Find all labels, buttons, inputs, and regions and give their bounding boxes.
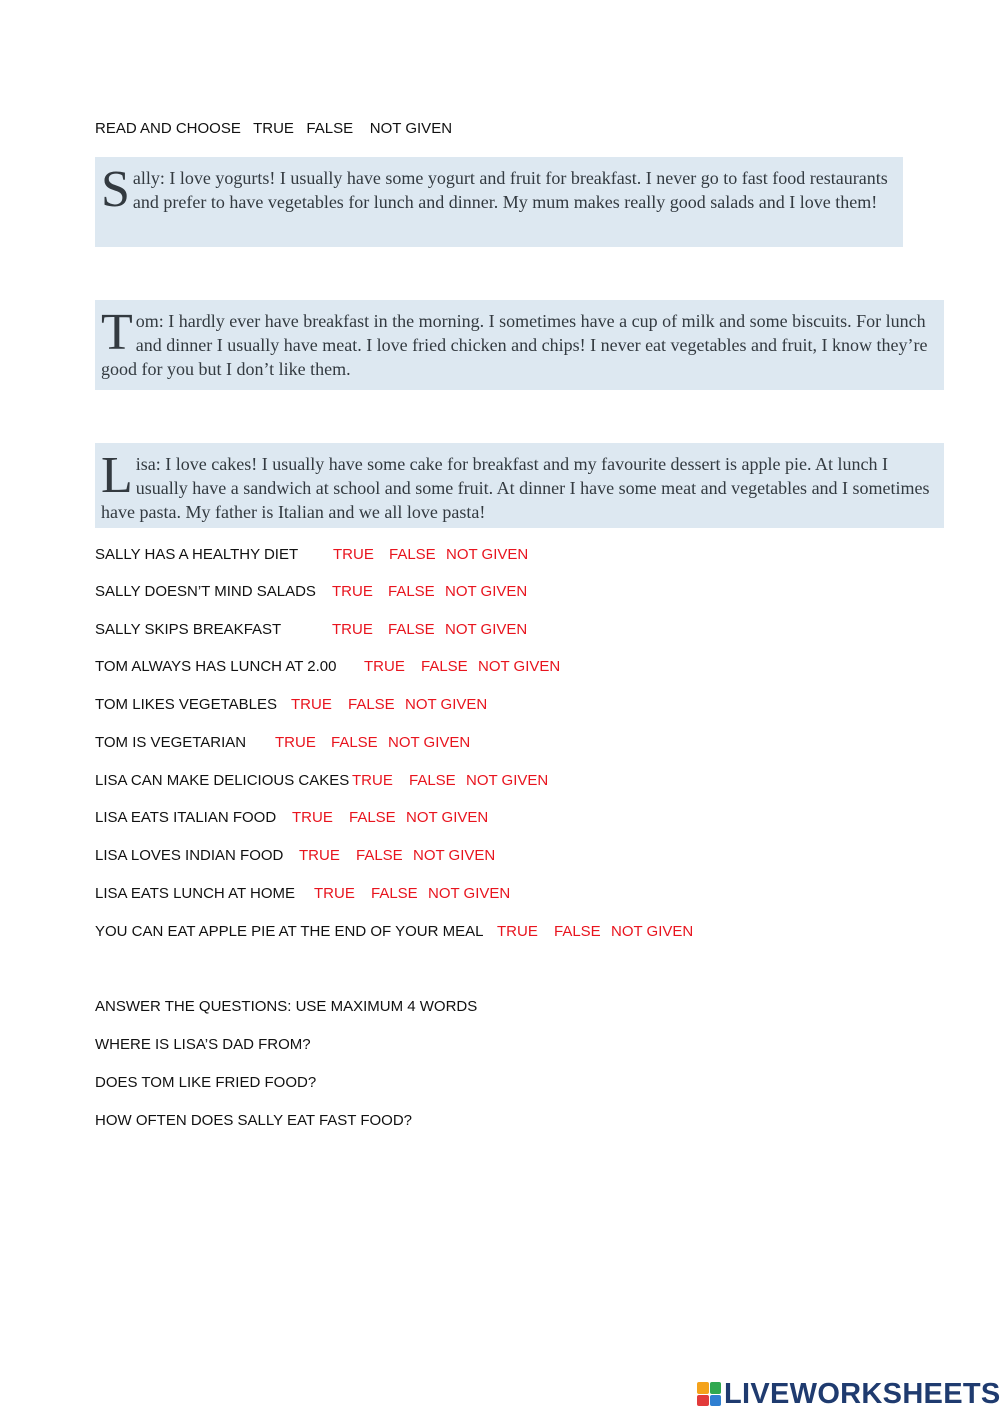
statement-text: SALLY HAS A HEALTHY DIET [95, 546, 299, 563]
question-text: DOES TOM LIKE FRIED FOOD? [95, 1074, 317, 1091]
statement-row [95, 808, 489, 830]
option-true[interactable]: TRUE [291, 696, 332, 713]
option-not-given[interactable]: NOT GIVEN [413, 847, 496, 864]
question-text: HOW OFTEN DOES SALLY EAT FAST FOOD? [95, 1112, 413, 1129]
option-not-given[interactable]: NOT GIVEN [611, 923, 694, 940]
page-heading: READ AND CHOOSE TRUE FALSE NOT GIVEN [95, 120, 453, 137]
option-not-given[interactable]: NOT GIVEN [445, 583, 528, 600]
option-not-given[interactable]: NOT GIVEN [478, 658, 561, 675]
option-true[interactable]: TRUE [292, 809, 333, 826]
statement-text: SALLY DOESN’T MIND SALADS [95, 583, 316, 600]
option-false[interactable]: FALSE [388, 621, 435, 638]
passage-text: isa: I love cakes! I usually have some cake for breakfast and my favourite dessert is apple pie. At lunch I usually have a sandwich at school and some fruit. At dinner I have some meat and vegetables and I sometimes have pasta. My father is Italian and we all love pasta! [101, 454, 930, 522]
option-false[interactable]: FALSE [331, 734, 378, 751]
statement-text: TOM ALWAYS HAS LUNCH AT 2.00 [95, 658, 337, 675]
statement-row [95, 733, 471, 755]
statement-text: TOM LIKES VEGETABLES [95, 696, 278, 713]
statement-text: TOM IS VEGETARIAN [95, 734, 247, 751]
option-false[interactable]: FALSE [389, 546, 436, 563]
option-true[interactable]: TRUE [332, 583, 373, 600]
option-false[interactable]: FALSE [388, 583, 435, 600]
dropcap: L [101, 447, 133, 504]
liveworksheets-logo [697, 1378, 1000, 1410]
option-not-given[interactable]: NOT GIVEN [405, 696, 488, 713]
statement-row [95, 620, 528, 642]
option-true[interactable]: TRUE [497, 923, 538, 940]
option-false[interactable]: FALSE [348, 696, 395, 713]
passage-text: ally: I love yogurts! I usually have some yogurt and fruit for breakfast. I never go to fast food restaurants and prefer to have vegetables for lunch and dinner. My mum makes really good salads and I love them! [132, 168, 888, 212]
answer-instruction: ANSWER THE QUESTIONS: USE MAXIMUM 4 WORDS [95, 998, 478, 1015]
option-true[interactable]: TRUE [299, 847, 340, 864]
option-not-given[interactable]: NOT GIVEN [428, 885, 511, 902]
statement-text: LISA EATS LUNCH AT HOME [95, 885, 296, 902]
statement-row [95, 545, 529, 567]
brand-text: LIVEWORKSHEETS [724, 1377, 1000, 1410]
statement-text: LISA EATS ITALIAN FOOD [95, 809, 277, 826]
passage-tom [95, 300, 944, 390]
statement-row [95, 695, 488, 717]
passage-sally [95, 157, 903, 247]
option-false[interactable]: FALSE [409, 772, 456, 789]
question-text: WHERE IS LISA’S DAD FROM? [95, 1036, 311, 1053]
option-true[interactable]: TRUE [352, 772, 393, 789]
logo-grid-icon [697, 1382, 721, 1406]
statement-text: LISA CAN MAKE DELICIOUS CAKES [95, 772, 350, 789]
statement-row [95, 582, 528, 604]
statement-row [95, 771, 549, 793]
statement-row [95, 922, 694, 944]
statement-row [95, 657, 561, 679]
option-false[interactable]: FALSE [349, 809, 396, 826]
option-not-given[interactable]: NOT GIVEN [446, 546, 529, 563]
option-false[interactable]: FALSE [356, 847, 403, 864]
option-true[interactable]: TRUE [275, 734, 316, 751]
option-not-given[interactable]: NOT GIVEN [466, 772, 549, 789]
option-true[interactable]: TRUE [333, 546, 374, 563]
statement-row [95, 846, 496, 868]
option-true[interactable]: TRUE [332, 621, 373, 638]
statement-text: SALLY SKIPS BREAKFAST [95, 621, 282, 638]
dropcap: T [101, 304, 133, 361]
option-true[interactable]: TRUE [314, 885, 355, 902]
option-not-given[interactable]: NOT GIVEN [406, 809, 489, 826]
passage-text: om: I hardly ever have breakfast in the morning. I sometimes have a cup of milk and some biscuits. For lunch and dinner I usually have meat. I love fried chicken and chips! I never eat vegetables and fruit, I know they’re good for you but I don’t like them. [101, 311, 928, 379]
option-not-given[interactable]: NOT GIVEN [388, 734, 471, 751]
statement-row [95, 884, 511, 906]
option-true[interactable]: TRUE [364, 658, 405, 675]
option-not-given[interactable]: NOT GIVEN [445, 621, 528, 638]
dropcap: S [101, 161, 130, 218]
option-false[interactable]: FALSE [371, 885, 418, 902]
option-false[interactable]: FALSE [554, 923, 601, 940]
statement-text: YOU CAN EAT APPLE PIE AT THE END OF YOUR MEAL [95, 923, 484, 940]
passage-lisa [95, 443, 944, 528]
option-false[interactable]: FALSE [421, 658, 468, 675]
statement-text: LISA LOVES INDIAN FOOD [95, 847, 284, 864]
